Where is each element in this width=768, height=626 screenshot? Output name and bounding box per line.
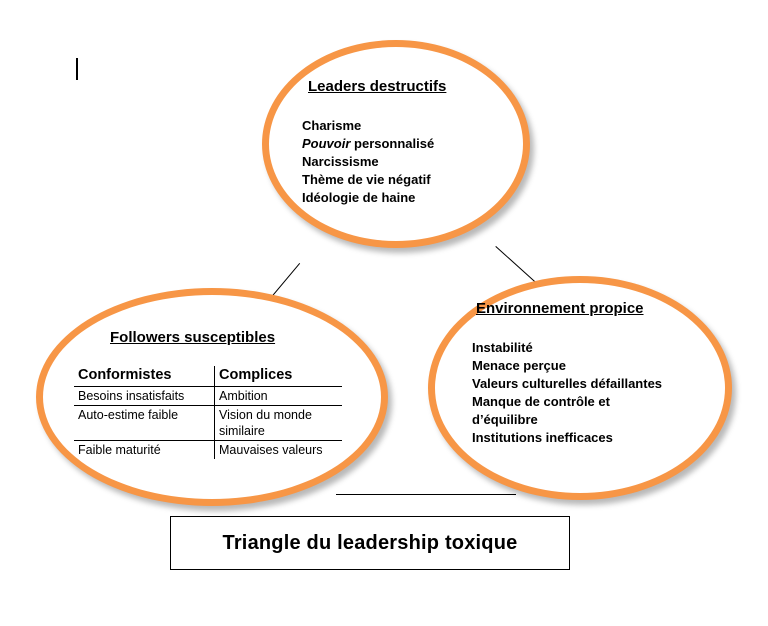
environment-item-1: Instabilité xyxy=(472,340,533,355)
environment-item-3: Valeurs culturelles défaillantes xyxy=(472,376,663,391)
environment-item-5: Institutions inefficaces xyxy=(472,430,613,445)
leaders-item-2-rest: personnalisé xyxy=(350,136,435,151)
caption-box xyxy=(170,516,570,570)
table-header-complices: Complices xyxy=(215,366,343,387)
cell-conformiste-2: Auto-estime faible xyxy=(74,406,215,441)
cell-conformiste-1: Besoins insatisfaits xyxy=(74,387,215,406)
node-leaders-title: Leaders destructifs xyxy=(308,78,447,95)
cell-complice-3: Mauvaises valeurs xyxy=(215,441,343,460)
cell-complice-1: Ambition xyxy=(219,389,268,403)
cell-complice-2: Vision du monde similaire xyxy=(215,406,343,441)
cell-conformiste-3: Faible maturité xyxy=(74,441,215,460)
environment-item-4: Manque de contrôle et d’équilibre xyxy=(472,394,610,427)
node-leaders-items xyxy=(302,117,434,207)
table-header-conformistes: Conformistes xyxy=(74,366,215,387)
leaders-item-4: Thème de vie négatif xyxy=(302,172,431,187)
leaders-item-1: Charisme xyxy=(302,118,362,133)
leaders-item-3: Narcissisme xyxy=(302,154,379,169)
followers-table xyxy=(74,366,342,459)
node-environment-title: Environnement propice xyxy=(476,300,644,317)
table-header-row xyxy=(74,366,342,387)
node-followers-title: Followers susceptibles xyxy=(110,329,276,346)
leaders-item-5: Idéologie de haine xyxy=(302,190,416,205)
caption-text: Triangle du leadership toxique xyxy=(222,531,518,554)
leaders-item-2 xyxy=(302,135,434,153)
node-environment-items xyxy=(472,339,662,447)
connector-followers-environment xyxy=(336,494,516,495)
table-row xyxy=(74,441,342,460)
table-row xyxy=(74,406,342,441)
leaders-item-2-emphasis: Pouvoir xyxy=(302,136,351,151)
text-caret xyxy=(76,58,78,80)
environment-item-2: Menace perçue xyxy=(472,358,566,373)
table-row xyxy=(74,387,342,406)
